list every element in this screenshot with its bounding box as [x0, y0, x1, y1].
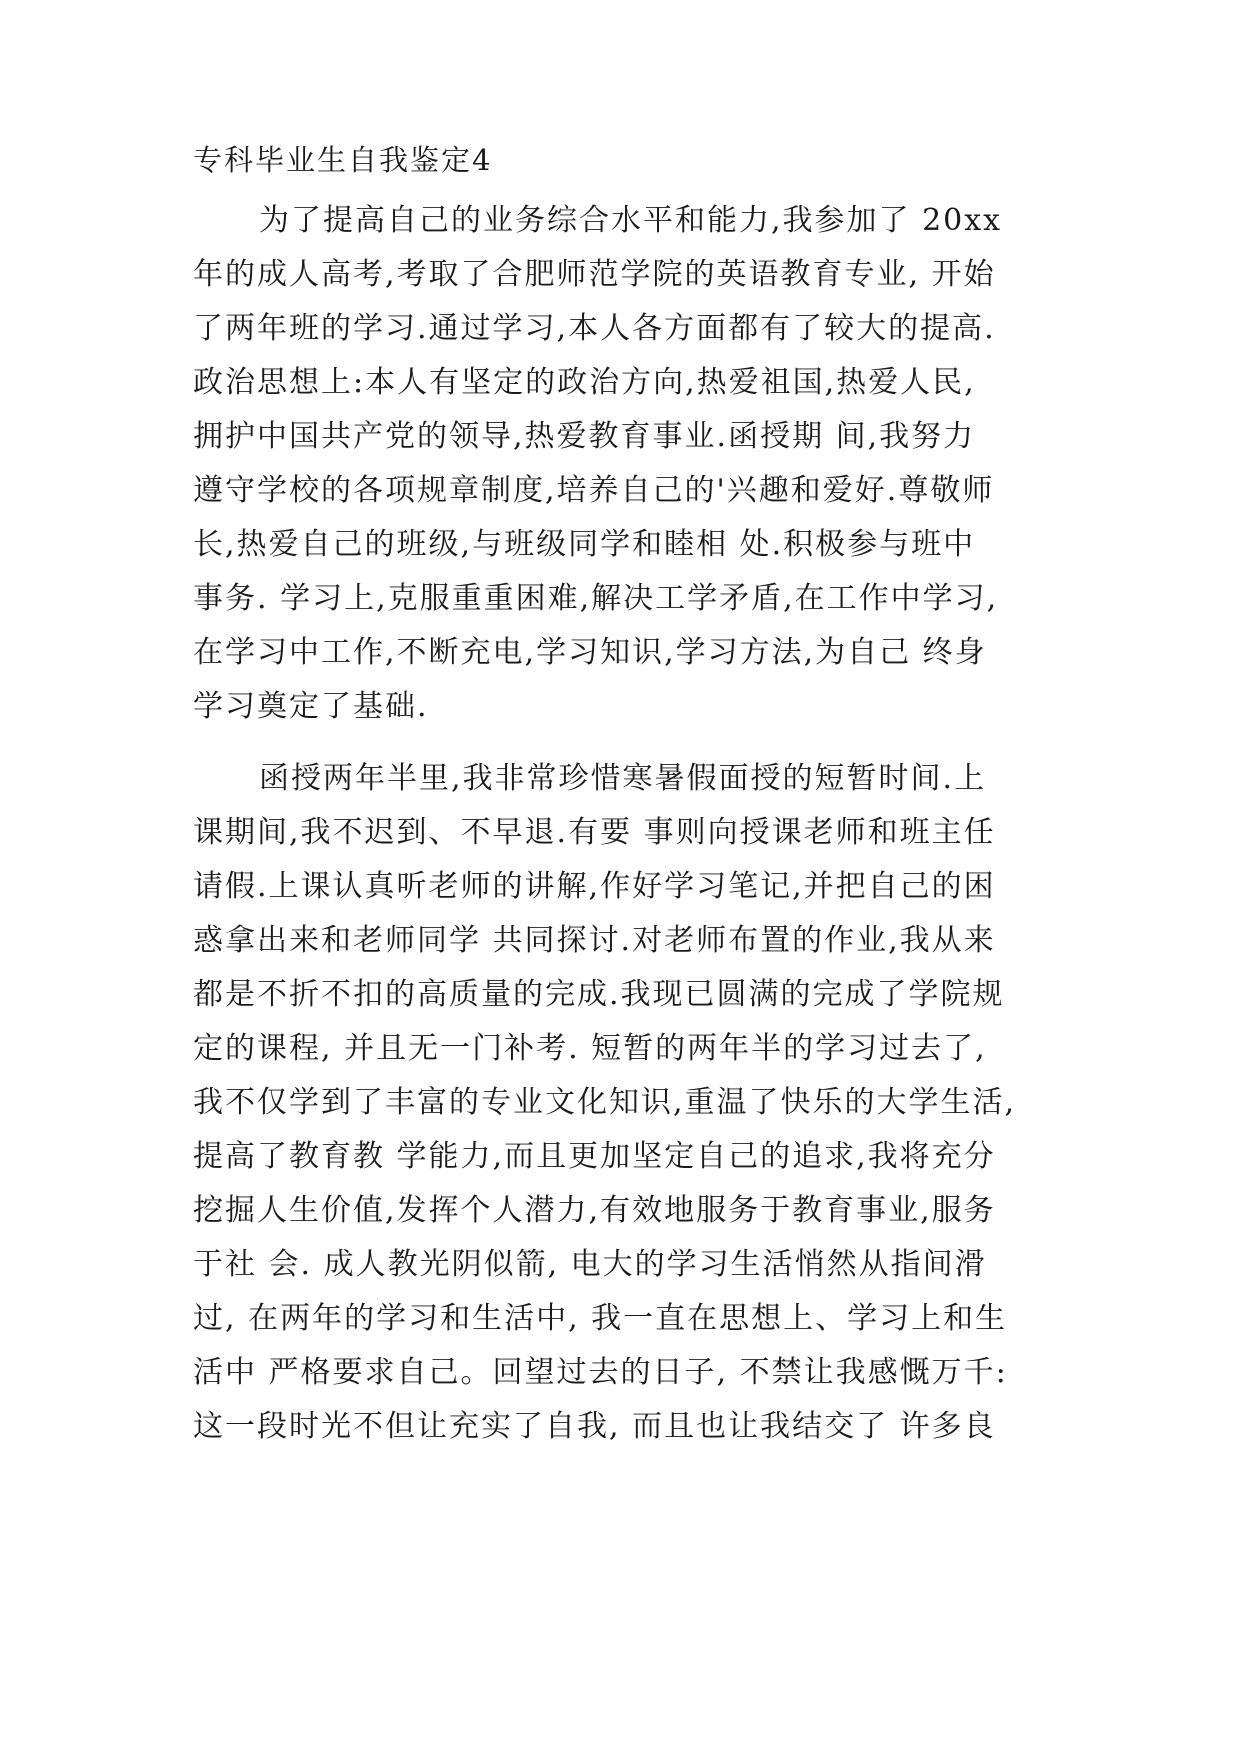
text-line: 都是不折不扣的高质量的完成.我现已圆满的完成了学院规	[193, 977, 1005, 1012]
text-line: 政治思想上:本人有坚定的政治方向,热爱祖国,热爱人民,	[193, 365, 976, 400]
text-line: 了两年班的学习.通过学习,本人各方面都有了较大的提高.	[193, 311, 996, 346]
text-line: 我不仅学到了丰富的专业文化知识,重温了快乐的大学生活,	[193, 1085, 1017, 1120]
text-line: 于社 会. 成人教光阴似箭, 电大的学习生活悄然从指间滑	[193, 1247, 987, 1282]
text-line: 长,热爱自己的班级,与班级同学和睦相 处.积极参与班中	[193, 527, 976, 562]
text-line: 在学习中工作,不断充电,学习知识,学习方法,为自己 终身	[193, 635, 987, 670]
text-line: 活中 严格要求自己。回望过去的日子, 不禁让我感慨万千:	[193, 1355, 1008, 1390]
text-line: 拥护中国共产党的领导,热爱教育事业.函授期 间,我努力	[193, 419, 976, 454]
text-line: 惑拿出来和老师同学 共同探讨.对老师布置的作业,我从来	[193, 923, 996, 958]
text-line: 学习奠定了基础.	[193, 689, 429, 724]
text-line: 挖掘人生价值,发挥个人潜力,有效地服务于教育事业,服务	[193, 1193, 996, 1228]
document-title: 专科毕业生自我鉴定4	[193, 143, 493, 177]
text-line: 遵守学校的各项规章制度,培养自己的'兴趣和爱好.尊敬师	[193, 473, 995, 508]
text-line: 过, 在两年的学习和生活中, 我一直在思想上、学习上和生	[193, 1301, 1008, 1336]
text-line: 事务. 学习上,克服重重困难,解决工学矛盾,在工作中学习,	[193, 581, 999, 616]
text-line: 这一段时光不但让充实了自我, 而且也让我结交了 许多良	[193, 1409, 996, 1444]
text-line: 定的课程, 并且无一门补考. 短暂的两年半的学习过去了,	[193, 1031, 987, 1066]
text-line: 提高了教育教 学能力,而且更加坚定自己的追求,我将充分	[193, 1139, 996, 1174]
text-line: 请假.上课认真听老师的讲解,作好学习笔记,并把自己的困	[193, 869, 996, 904]
text-line: 课期间,我不迟到、不早退.有要 事则向授课老师和班主任	[193, 815, 996, 850]
text-line: 为了提高自己的业务综合水平和能力,我参加了 20xx	[259, 203, 1003, 238]
text-line: 年的成人高考,考取了合肥师范学院的英语教育专业, 开始	[193, 257, 996, 292]
text-line: 函授两年半里,我非常珍惜寒暑假面授的短暂时间.上	[259, 761, 987, 796]
